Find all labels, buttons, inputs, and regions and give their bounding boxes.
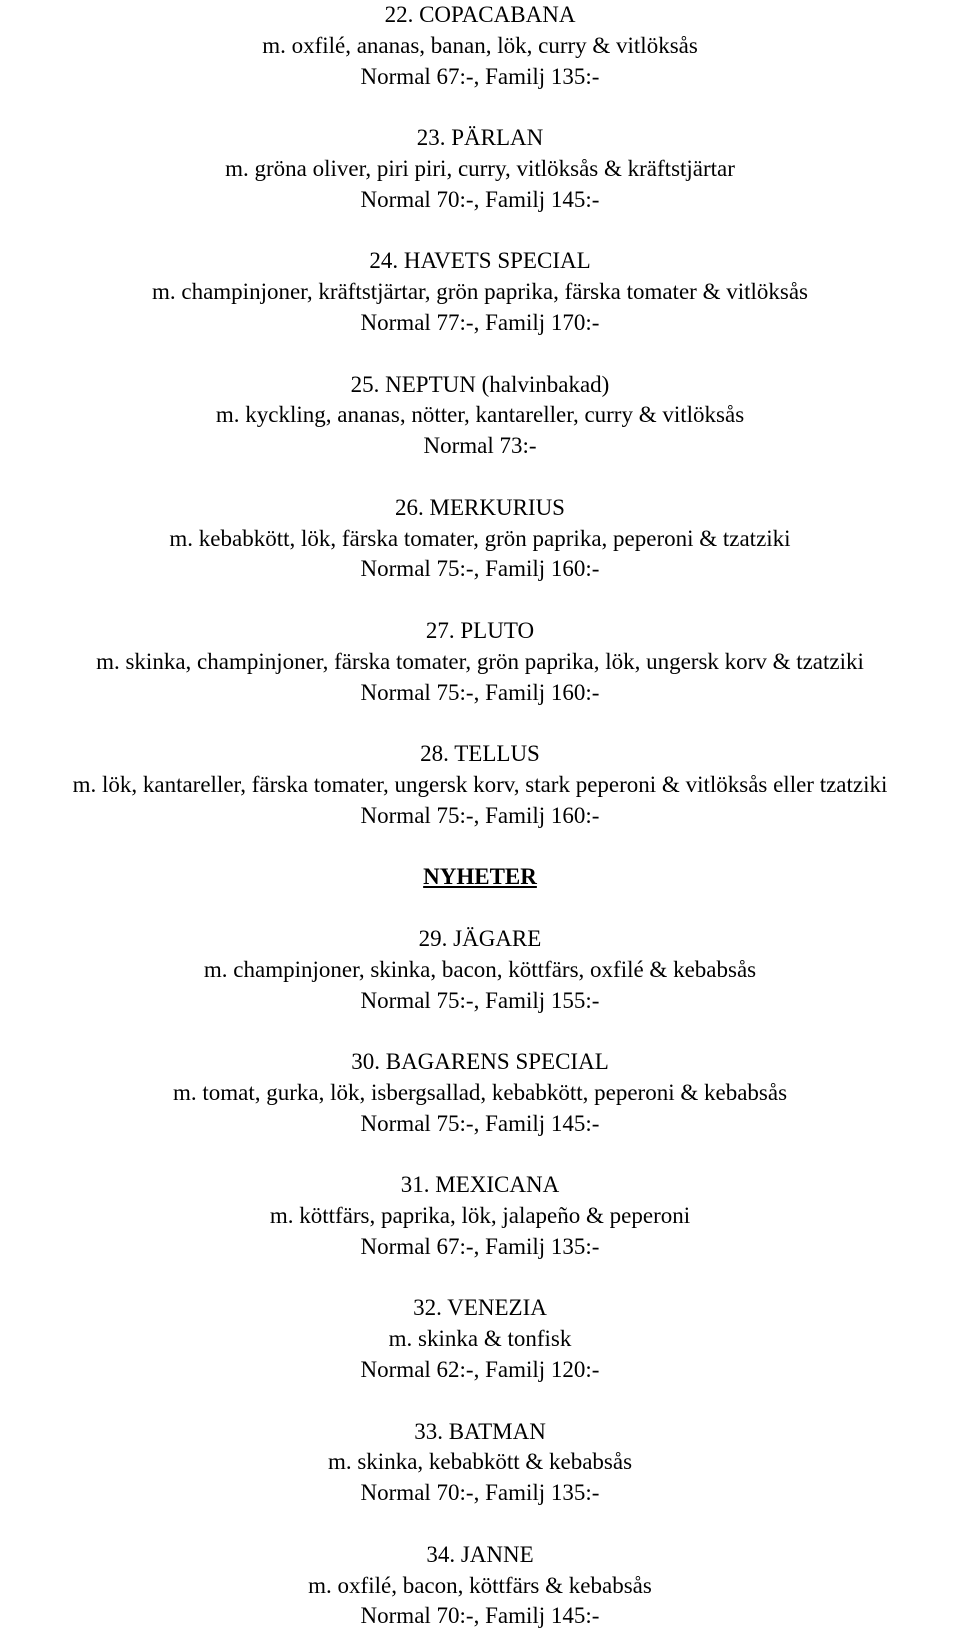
spacer — [0, 216, 960, 247]
item-ingredients: m. tomat, gurka, lök, isbergsallad, kebabkött, peperoni & kebabsås — [172, 1079, 788, 1105]
item-title: 29. JÄGARE — [418, 925, 542, 951]
item-price: Normal 77:-, Familj 170:- — [360, 309, 600, 335]
menu-item-32 — [0, 1293, 960, 1385]
item-ingredients: m. skinka, champinjoner, färska tomater, grön paprika, lök, ungersk korv & tzatziki — [96, 648, 864, 674]
item-price: Normal 75:-, Familj 160:- — [360, 802, 600, 828]
spacer — [0, 92, 960, 123]
menu-item-26 — [0, 493, 960, 585]
item-title: 34. JANNE — [426, 1541, 534, 1567]
spacer — [0, 832, 960, 863]
item-ingredients: m. champinjoner, kräftstjärtar, grön paprika, färska tomater & vitlöksås — [151, 279, 808, 305]
item-price: Normal 70:-, Familj 145:- — [360, 1603, 600, 1629]
spacer — [0, 585, 960, 616]
spacer — [0, 339, 960, 370]
spacer — [0, 1016, 960, 1047]
item-title: 23. PÄRLAN — [416, 125, 544, 151]
item-ingredients: m. champinjoner, skinka, bacon, köttfärs, oxfilé & kebabsås — [203, 956, 757, 982]
item-price: Normal 75:-, Familj 160:- — [360, 679, 600, 705]
item-title: 24. HAVETS SPECIAL — [369, 248, 591, 274]
item-title: 26. MERKURIUS — [395, 494, 565, 520]
menu-item-23 — [0, 123, 960, 215]
menu-item-30 — [0, 1047, 960, 1139]
item-price: Normal 62:-, Familj 120:- — [360, 1357, 600, 1383]
spacer — [0, 1386, 960, 1417]
item-title: 25. NEPTUN (halvinbakad) — [350, 371, 610, 397]
item-price: Normal 67:-, Familj 135:- — [360, 1233, 600, 1259]
item-ingredients: m. kebabkött, lök, färska tomater, grön paprika, peperoni & tzatziki — [169, 525, 791, 551]
menu-item-27 — [0, 616, 960, 708]
item-price: Normal 67:-, Familj 135:- — [360, 63, 600, 89]
menu-item-33 — [0, 1417, 960, 1509]
item-ingredients: m. oxfilé, ananas, banan, lök, curry & vitlöksås — [262, 32, 698, 58]
item-title: 33. BATMAN — [414, 1418, 546, 1444]
item-ingredients: m. gröna oliver, piri piri, curry, vitlöksås & kräftstjärtar — [225, 155, 735, 181]
menu-item-24 — [0, 246, 960, 338]
spacer — [0, 1509, 960, 1540]
spacer — [0, 893, 960, 924]
item-title: 30. BAGARENS SPECIAL — [351, 1049, 609, 1075]
item-ingredients: m. skinka & tonfisk — [388, 1326, 572, 1352]
menu-item-22 — [0, 0, 960, 92]
menu-item-28 — [0, 739, 960, 831]
item-price: Normal 75:-, Familj 160:- — [360, 556, 600, 582]
item-price: Normal 73:- — [423, 433, 537, 459]
menu-item-29 — [0, 924, 960, 1016]
item-ingredients: m. köttfärs, paprika, lök, jalapeño & peperoni — [269, 1203, 691, 1229]
menu-item-31 — [0, 1170, 960, 1262]
spacer — [0, 1263, 960, 1294]
item-ingredients: m. skinka, kebabkött & kebabsås — [327, 1449, 633, 1475]
section-heading-nyheter: NYHETER — [423, 864, 537, 890]
item-title: 28. TELLUS — [420, 741, 540, 767]
item-price: Normal 75:-, Familj 155:- — [360, 987, 600, 1013]
item-ingredients: m. oxfilé, bacon, köttfärs & kebabsås — [308, 1572, 652, 1598]
menu-item-34 — [0, 1540, 960, 1632]
item-title: 22. COPACABANA — [384, 2, 576, 27]
item-price: Normal 75:-, Familj 145:- — [360, 1110, 600, 1136]
item-price: Normal 70:-, Familj 145:- — [360, 186, 600, 212]
item-title: 31. MEXICANA — [400, 1172, 560, 1198]
spacer — [0, 462, 960, 493]
spacer — [0, 1139, 960, 1170]
item-ingredients: m. kyckling, ananas, nötter, kantareller, curry & vitlöksås — [215, 402, 745, 428]
item-title: 27. PLUTO — [425, 617, 535, 643]
item-ingredients: m. lök, kantareller, färska tomater, ungersk korv, stark peperoni & vitlöksås eller tzatziki — [72, 771, 888, 797]
item-title: 32. VENEZIA — [413, 1295, 547, 1321]
spacer — [0, 708, 960, 739]
menu-item-25 — [0, 370, 960, 462]
item-price: Normal 70:-, Familj 135:- — [360, 1480, 600, 1506]
